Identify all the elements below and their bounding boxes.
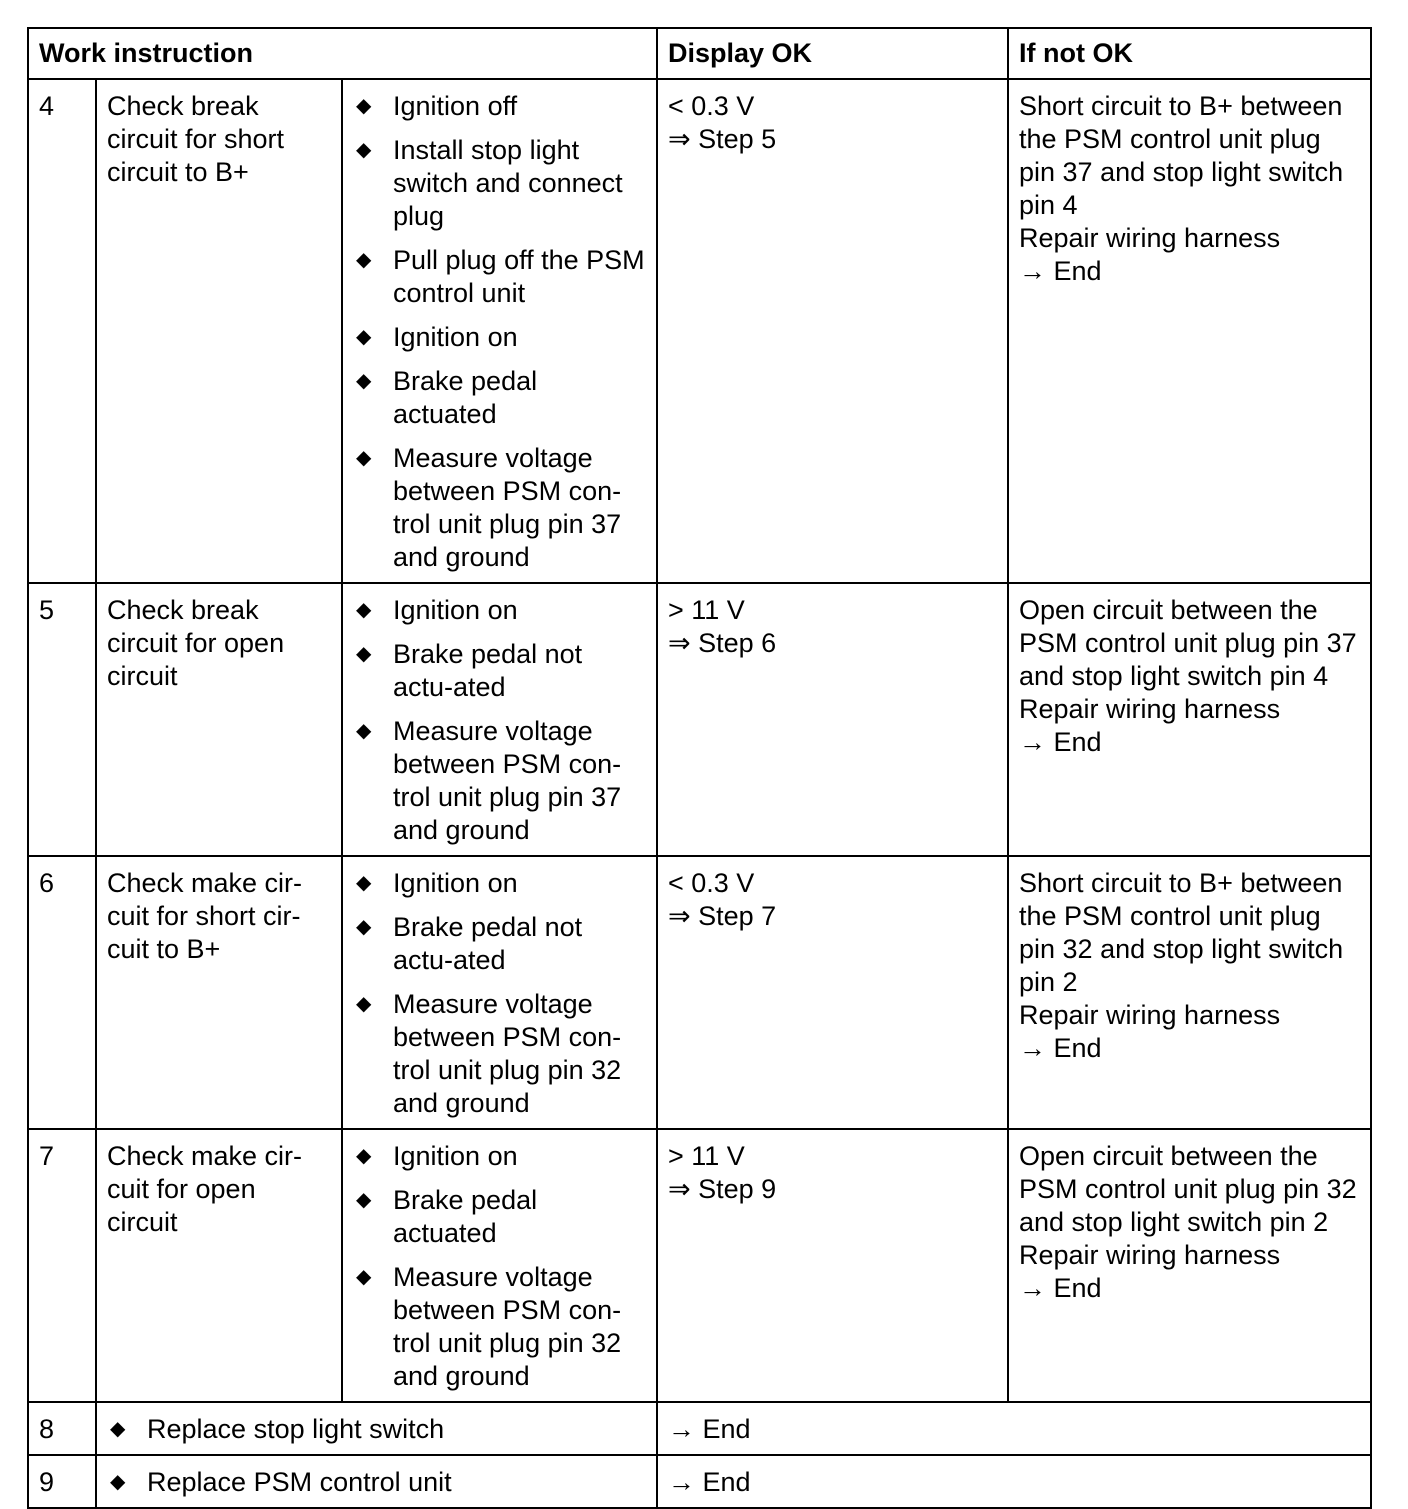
list-item bbox=[353, 988, 646, 1120]
bullet-diamond-icon: ◆ bbox=[356, 643, 372, 665]
expected-voltage: > 11 V bbox=[668, 595, 745, 625]
list-item bbox=[353, 134, 646, 233]
display-ok-cell bbox=[657, 1129, 1008, 1402]
table-row bbox=[28, 79, 1371, 583]
list-item bbox=[353, 867, 646, 900]
next-step: ⇒ Step 5 bbox=[668, 124, 777, 154]
fault-description: Open circuit between the PSM control unit plug pin 37 and stop light switch pin 4 bbox=[1019, 595, 1357, 691]
bullet-diamond-icon: ◆ bbox=[356, 139, 372, 161]
next-step: ⇒ Step 6 bbox=[668, 628, 777, 658]
step-number: 9 bbox=[28, 1455, 96, 1508]
step-instructions bbox=[342, 583, 657, 856]
instruction-text: Ignition on bbox=[393, 595, 518, 625]
list-item bbox=[107, 1466, 646, 1499]
instruction-list bbox=[353, 867, 646, 1120]
bullet-diamond-icon: ◆ bbox=[356, 872, 372, 894]
step-title: Check break circuit for short circuit to B+ bbox=[96, 79, 342, 583]
list-item bbox=[107, 1413, 646, 1446]
expected-voltage: < 0.3 V bbox=[668, 868, 755, 898]
repair-action: Repair wiring harness bbox=[1019, 694, 1281, 724]
table-row bbox=[28, 1402, 1371, 1455]
display-ok-cell bbox=[657, 79, 1008, 583]
step-number: 6 bbox=[28, 856, 96, 1129]
bullet-diamond-icon: ◆ bbox=[356, 95, 372, 117]
end-marker: → End bbox=[1019, 727, 1102, 757]
final-step-cell bbox=[96, 1455, 657, 1508]
if-not-ok-cell bbox=[1008, 583, 1371, 856]
header-work-instruction: Work instruction bbox=[28, 28, 657, 79]
instruction-text: Measure voltage between PSM con-trol unit plug pin 32 and ground bbox=[393, 989, 622, 1118]
instruction-text: Measure voltage between PSM con-trol unit plug pin 37 and ground bbox=[393, 443, 622, 572]
instruction-text: Measure voltage between PSM con-trol unit plug pin 32 and ground bbox=[393, 1262, 622, 1391]
table-row bbox=[28, 1455, 1371, 1508]
list-item bbox=[353, 1184, 646, 1250]
step-instructions bbox=[342, 1129, 657, 1402]
step-number: 7 bbox=[28, 1129, 96, 1402]
instruction-text: Ignition on bbox=[393, 322, 518, 352]
step-instructions bbox=[342, 856, 657, 1129]
bullet-diamond-icon: ◆ bbox=[356, 249, 372, 271]
instruction-text: Ignition on bbox=[393, 868, 518, 898]
instruction-text: Brake pedal not actu-ated bbox=[393, 912, 583, 975]
bullet-diamond-icon: ◆ bbox=[356, 447, 372, 469]
bullet-diamond-icon: ◆ bbox=[356, 370, 372, 392]
bullet-diamond-icon: ◆ bbox=[356, 1266, 372, 1288]
step-number: 8 bbox=[28, 1402, 96, 1455]
bullet-diamond-icon: ◆ bbox=[356, 720, 372, 742]
instruction-list bbox=[353, 90, 646, 574]
work-instruction-table bbox=[27, 27, 1372, 1509]
instruction-text: Pull plug off the PSM control unit bbox=[393, 245, 645, 308]
step-title: Check break circuit for open circuit bbox=[96, 583, 342, 856]
final-result: → End bbox=[657, 1455, 1371, 1508]
repair-action: Repair wiring harness bbox=[1019, 1240, 1281, 1270]
bullet-diamond-icon: ◆ bbox=[356, 1145, 372, 1167]
header-if-not-ok: If not OK bbox=[1008, 28, 1371, 79]
step-title: Check make cir-cuit for open circuit bbox=[96, 1129, 342, 1402]
instruction-text: Measure voltage between PSM con-trol unit plug pin 37 and ground bbox=[393, 716, 622, 845]
bullet-diamond-icon: ◆ bbox=[356, 326, 372, 348]
instruction-text: Ignition off bbox=[393, 91, 518, 121]
header-row bbox=[28, 28, 1371, 79]
if-not-ok-cell bbox=[1008, 1129, 1371, 1402]
table-row bbox=[28, 1129, 1371, 1402]
instruction-text: Replace stop light switch bbox=[147, 1414, 445, 1444]
final-step-cell bbox=[96, 1402, 657, 1455]
instruction-list bbox=[353, 594, 646, 847]
list-item bbox=[353, 244, 646, 310]
list-item bbox=[353, 594, 646, 627]
instruction-text: Replace PSM control unit bbox=[147, 1467, 452, 1497]
step-number: 4 bbox=[28, 79, 96, 583]
bullet-diamond-icon: ◆ bbox=[110, 1418, 126, 1440]
list-item bbox=[353, 911, 646, 977]
step-title: Check make cir-cuit for short cir-cuit to B+ bbox=[96, 856, 342, 1129]
next-step: ⇒ Step 9 bbox=[668, 1174, 777, 1204]
instruction-text: Install stop light switch and connect plug bbox=[393, 135, 623, 231]
next-step: ⇒ Step 7 bbox=[668, 901, 777, 931]
instruction-list bbox=[353, 1140, 646, 1393]
step-number: 5 bbox=[28, 583, 96, 856]
list-item bbox=[353, 715, 646, 847]
if-not-ok-cell bbox=[1008, 79, 1371, 583]
table-row bbox=[28, 583, 1371, 856]
end-marker: → End bbox=[1019, 256, 1102, 286]
instruction-text: Brake pedal not actu-ated bbox=[393, 639, 583, 702]
list-item bbox=[353, 638, 646, 704]
table-row bbox=[28, 856, 1371, 1129]
header-display-ok: Display OK bbox=[657, 28, 1008, 79]
instruction-text: Brake pedal actuated bbox=[393, 366, 538, 429]
fault-description: Short circuit to B+ between the PSM control unit plug pin 32 and stop light switch pin 2 bbox=[1019, 868, 1344, 997]
list-item bbox=[353, 1140, 646, 1173]
expected-voltage: > 11 V bbox=[668, 1141, 745, 1171]
fault-description: Open circuit between the PSM control unit plug pin 32 and stop light switch pin 2 bbox=[1019, 1141, 1357, 1237]
bullet-diamond-icon: ◆ bbox=[110, 1471, 126, 1493]
list-item bbox=[353, 90, 646, 123]
final-result: → End bbox=[657, 1402, 1371, 1455]
list-item bbox=[353, 1261, 646, 1393]
bullet-diamond-icon: ◆ bbox=[356, 916, 372, 938]
bullet-diamond-icon: ◆ bbox=[356, 993, 372, 1015]
end-marker: → End bbox=[1019, 1273, 1102, 1303]
instruction-text: Brake pedal actuated bbox=[393, 1185, 538, 1248]
bullet-diamond-icon: ◆ bbox=[356, 599, 372, 621]
bullet-diamond-icon: ◆ bbox=[356, 1189, 372, 1211]
list-item bbox=[353, 365, 646, 431]
list-item bbox=[353, 442, 646, 574]
step-instructions bbox=[342, 79, 657, 583]
repair-action: Repair wiring harness bbox=[1019, 1000, 1281, 1030]
end-marker: → End bbox=[1019, 1033, 1102, 1063]
display-ok-cell bbox=[657, 856, 1008, 1129]
fault-description: Short circuit to B+ between the PSM control unit plug pin 37 and stop light switch pin 4 bbox=[1019, 91, 1344, 220]
repair-action: Repair wiring harness bbox=[1019, 223, 1281, 253]
expected-voltage: < 0.3 V bbox=[668, 91, 755, 121]
list-item bbox=[353, 321, 646, 354]
instruction-text: Ignition on bbox=[393, 1141, 518, 1171]
display-ok-cell bbox=[657, 583, 1008, 856]
if-not-ok-cell bbox=[1008, 856, 1371, 1129]
